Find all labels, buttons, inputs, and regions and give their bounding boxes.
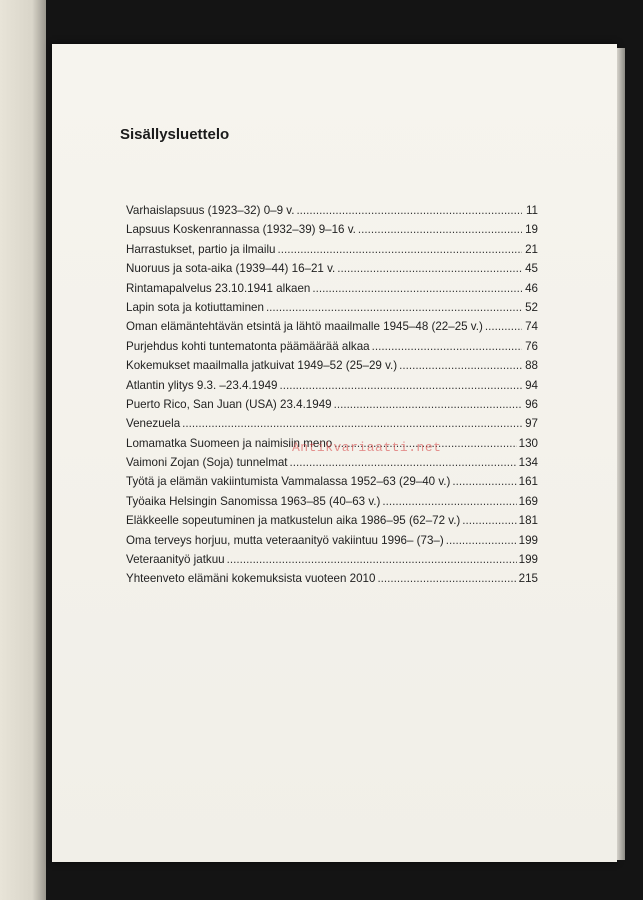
toc-entry-title: Eläkkeelle sopeutuminen ja matkustelun aika 1986–95 (62–72 v.) <box>126 514 461 528</box>
toc-entry <box>126 379 538 398</box>
toc-entry-title: Lapsuus Koskenrannassa (1932–39) 9–16 v. <box>126 223 356 237</box>
toc-entry-page: 215 <box>518 572 538 586</box>
toc-entry-title: Työaika Helsingin Sanomissa 1963–85 (40–63 v.) <box>126 494 381 508</box>
toc-entry-page: 45 <box>525 262 538 276</box>
toc-entry-page: 161 <box>518 475 538 489</box>
toc-entry <box>126 572 538 591</box>
toc-entry-page: 130 <box>518 436 538 450</box>
toc-entry-title: Puerto Rico, San Juan (USA) 23.4.1949 <box>126 397 332 411</box>
toc-entry <box>126 340 538 359</box>
toc-entry-title: Lapin sota ja kotiuttaminen <box>126 300 264 314</box>
toc-leader-dots <box>227 553 517 566</box>
toc-leader-dots <box>296 204 522 217</box>
toc-entry-page: 52 <box>525 300 538 314</box>
page-stack-edge <box>617 48 625 860</box>
toc-entry <box>126 301 538 320</box>
toc-entry-title: Lomamatka Suomeen ja naimisiin meno <box>126 436 333 450</box>
toc-leader-dots <box>358 223 522 236</box>
toc-leader-dots <box>382 495 516 508</box>
toc-entry-page: 74 <box>525 320 538 334</box>
toc-entry-page: 21 <box>525 242 538 256</box>
toc-leader-dots <box>279 379 522 392</box>
toc-entry <box>126 204 538 223</box>
toc-leader-dots <box>337 262 522 275</box>
toc-entry <box>126 282 538 301</box>
toc-entry-page: 199 <box>518 533 538 547</box>
toc-entry-page: 46 <box>525 281 538 295</box>
toc-leader-dots <box>278 243 523 256</box>
toc-entry-title: Harrastukset, partio ja ilmailu <box>126 242 276 256</box>
toc-entry-page: 94 <box>525 378 538 392</box>
toc-entry-page: 19 <box>525 223 538 237</box>
toc-entry-title: Veteraanityö jatkuu <box>126 553 225 567</box>
watermark: Antikvariaatti.net <box>292 440 442 455</box>
toc-entry <box>126 534 538 553</box>
toc-leader-dots <box>399 359 522 372</box>
toc-entry <box>126 553 538 572</box>
toc-leader-dots <box>290 456 517 469</box>
toc-entry-title: Nuoruus ja sota-aika (1939–44) 16–21 v. <box>126 262 336 276</box>
toc-entry-page: 88 <box>525 359 538 373</box>
toc-leader-dots <box>452 475 516 488</box>
toc-entry-page: 97 <box>525 417 538 431</box>
toc-leader-dots <box>485 320 522 333</box>
toc-leader-dots <box>377 572 516 585</box>
toc-entry <box>126 456 538 475</box>
page-title: Sisällysluettelo <box>120 126 230 143</box>
toc-entry <box>126 359 538 378</box>
toc-entry-title: Oman elämäntehtävän etsintä ja lähtö maailmalle 1945–48 (22–25 v.) <box>126 320 483 334</box>
toc-entry <box>126 495 538 514</box>
toc-entry-page: 11 <box>525 204 538 217</box>
toc-entry-page: 96 <box>525 397 538 411</box>
toc-entry-page: 181 <box>518 514 538 528</box>
toc-entry <box>126 223 538 242</box>
toc-entry <box>126 514 538 533</box>
table-of-contents <box>126 204 538 592</box>
toc-entry-title: Oma terveys horjuu, mutta veteraanityö vakiintuu 1996– (73–) <box>126 533 444 547</box>
left-page-edge <box>0 0 46 900</box>
toc-leader-dots <box>334 398 522 411</box>
toc-entry <box>126 262 538 281</box>
toc-entry-title: Varhaislapsuus (1923–32) 0–9 v. <box>126 204 295 217</box>
toc-leader-dots <box>446 534 517 547</box>
toc-entry <box>126 475 538 494</box>
toc-entry <box>126 243 538 262</box>
book-page <box>52 44 617 862</box>
toc-entry <box>126 417 538 436</box>
toc-entry-page: 199 <box>518 553 538 567</box>
toc-entry <box>126 320 538 339</box>
toc-leader-dots <box>312 282 522 295</box>
toc-entry-page: 76 <box>525 339 538 353</box>
toc-entry-title: Vaimoni Zojan (Soja) tunnelmat <box>126 456 288 470</box>
toc-leader-dots <box>372 340 522 353</box>
toc-entry <box>126 398 538 417</box>
toc-entry-page: 169 <box>518 494 538 508</box>
toc-entry-title: Atlantin ylitys 9.3. –23.4.1949 <box>126 378 278 392</box>
toc-leader-dots <box>182 417 522 430</box>
toc-entry-title: Rintamapalvelus 23.10.1941 alkaen <box>126 281 311 295</box>
toc-entry-title: Purjehdus kohti tuntematonta päämäärää alkaa <box>126 339 370 353</box>
toc-entry-title: Yhteenveto elämäni kokemuksista vuoteen 2010 <box>126 572 376 586</box>
toc-entry-page: 134 <box>518 456 538 470</box>
toc-entry-title: Työtä ja elämän vakiintumista Vammalassa 1952–63 (29–40 v.) <box>126 475 451 489</box>
toc-leader-dots <box>266 301 522 314</box>
toc-entry-title: Venezuela <box>126 417 181 431</box>
toc-entry-title: Kokemukset maailmalla jatkuivat 1949–52 (25–29 v.) <box>126 359 398 373</box>
toc-leader-dots <box>462 514 516 527</box>
